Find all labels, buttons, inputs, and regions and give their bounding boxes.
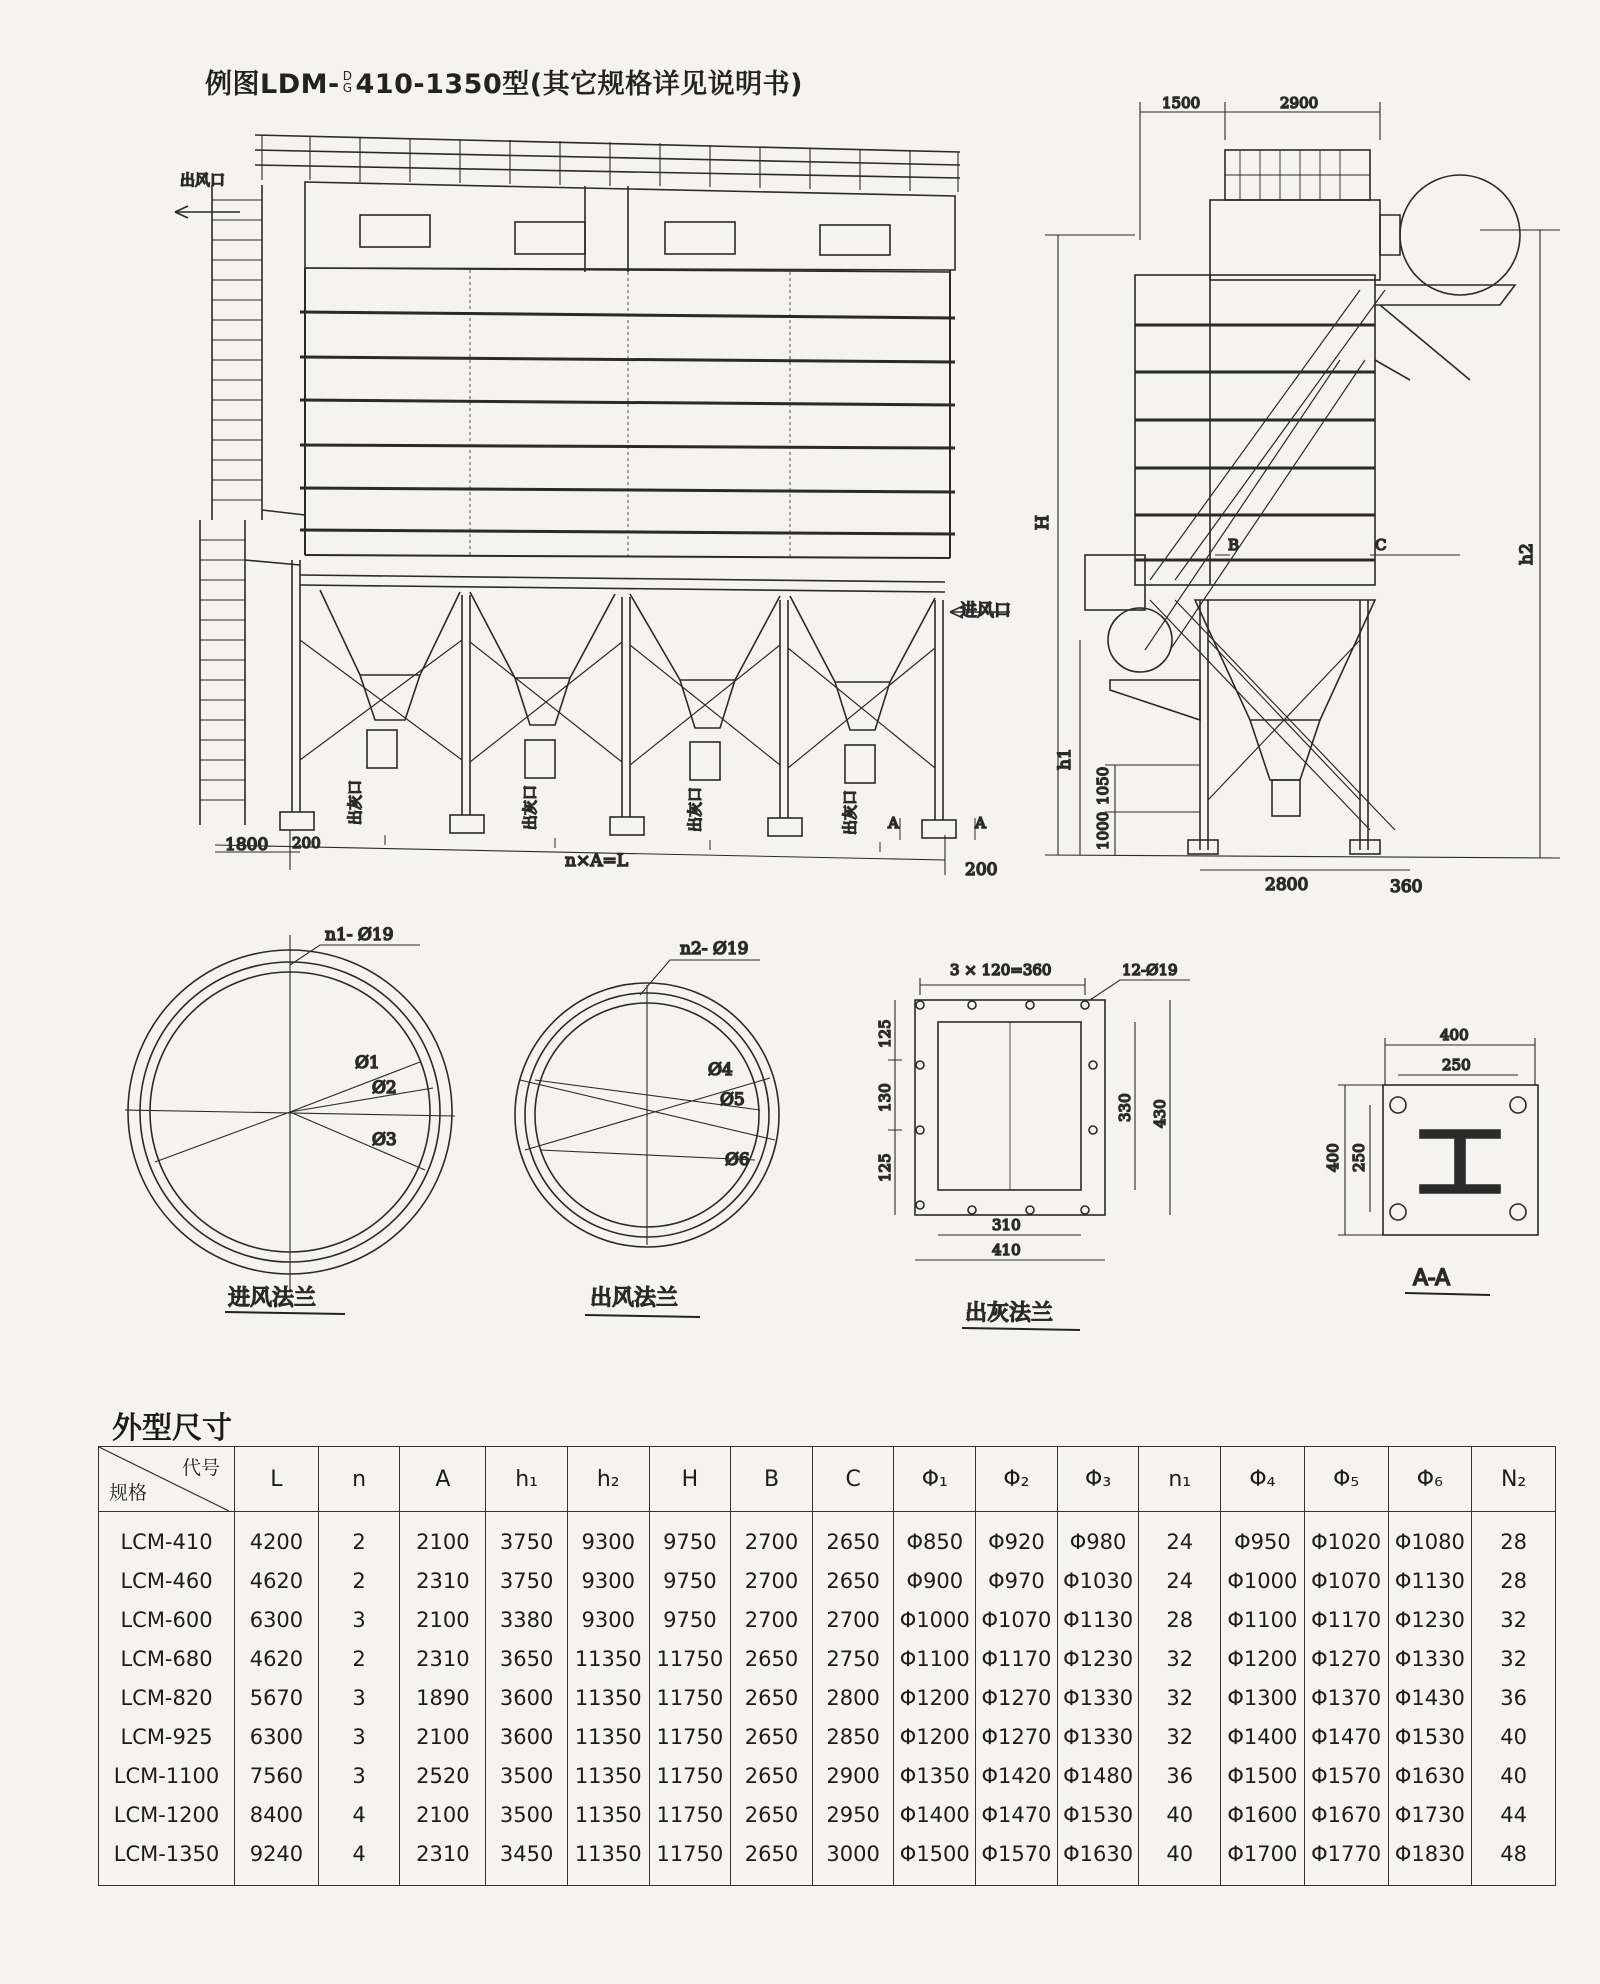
dimensions-table: [98, 1446, 1556, 1886]
header-spec: 规格: [109, 1482, 148, 1504]
table-cell: 11750: [649, 1834, 731, 1886]
table-cell: 9750: [649, 1600, 731, 1639]
table-cell: 4: [318, 1834, 400, 1886]
table-cell: 2650: [731, 1639, 813, 1678]
table-cell: 32: [1139, 1678, 1221, 1717]
table-cell: 3750: [486, 1561, 568, 1600]
table-cell: 2700: [731, 1600, 813, 1639]
table-cell: 2: [318, 1561, 400, 1600]
table-cell: 2650: [731, 1834, 813, 1886]
table-cell: Φ1270: [1304, 1639, 1388, 1678]
table-cell: 2650: [812, 1561, 894, 1600]
table-cell: 9300: [567, 1600, 649, 1639]
table-row: [99, 1512, 1556, 1562]
table-cell: Φ920: [976, 1512, 1058, 1562]
table-cell: Φ1270: [976, 1717, 1058, 1756]
side-dim-1500: 1500: [1162, 94, 1201, 112]
rotary-valve: [1272, 780, 1300, 816]
table-cell: Φ1270: [976, 1678, 1058, 1717]
table-row: [99, 1717, 1556, 1756]
table-cell: Φ1470: [976, 1795, 1058, 1834]
rotary-valve: [367, 730, 397, 768]
table-cell: Φ1330: [1057, 1717, 1139, 1756]
outlet-d6: Ø6: [725, 1150, 750, 1170]
table-body: [99, 1512, 1556, 1886]
table-cell: Φ1300: [1221, 1678, 1305, 1717]
table-cell: 3380: [486, 1600, 568, 1639]
ash-outlet-label-4: 出灰口: [841, 789, 859, 835]
table-cell: Φ970: [976, 1561, 1058, 1600]
table-cell: 3: [318, 1717, 400, 1756]
side-dim-360: 360: [1390, 877, 1423, 897]
ash-dim-310: 310: [992, 1216, 1021, 1234]
table-cell: Φ1000: [1221, 1561, 1305, 1600]
table-cell: Φ1630: [1057, 1834, 1139, 1886]
table-cell: 5670: [235, 1678, 319, 1717]
dim-left: 1800: [225, 835, 269, 855]
table-cell: 2520: [400, 1756, 486, 1795]
rotary-valve: [525, 740, 555, 778]
table-cell: 3600: [486, 1717, 568, 1756]
outlet-d4: Ø4: [708, 1060, 733, 1080]
inlet-label: 进风口: [960, 601, 1011, 621]
rotary-valve: [690, 742, 720, 780]
table-cell: Φ1500: [1221, 1756, 1305, 1795]
table-cell: Φ1200: [1221, 1639, 1305, 1678]
table-column-header: h₁: [486, 1447, 568, 1512]
table-cell: Φ1420: [976, 1756, 1058, 1795]
table-cell: 3500: [486, 1795, 568, 1834]
table-cell: 40: [1139, 1834, 1221, 1886]
table-cell: 2100: [400, 1512, 486, 1562]
table-cell: 2: [318, 1639, 400, 1678]
dimensions-table-wrap: [98, 1446, 1568, 1886]
table-cell: 3600: [486, 1678, 568, 1717]
spec-cell: LCM-820: [99, 1678, 235, 1717]
table-column-header: Φ₆: [1388, 1447, 1472, 1512]
dim-offset: 200: [292, 834, 321, 852]
table-corner-header: [99, 1447, 235, 1512]
table-cell: Φ1830: [1388, 1834, 1472, 1886]
table-cell: 9750: [649, 1512, 731, 1562]
table-cell: 2100: [400, 1600, 486, 1639]
dim-formula: n×A=L: [565, 851, 629, 871]
table-column-header: L: [235, 1447, 319, 1512]
table-cell: Φ1530: [1057, 1795, 1139, 1834]
inspection-door: [360, 215, 430, 247]
table-cell: 36: [1472, 1678, 1556, 1717]
table-cell: 2650: [812, 1512, 894, 1562]
outlet-flange-caption: 出风法兰: [590, 1286, 679, 1311]
table-cell: Φ950: [1221, 1512, 1305, 1562]
table-cell: 2310: [400, 1561, 486, 1600]
dimensions-heading: 外型尺寸: [112, 1411, 232, 1446]
table-cell: 28: [1472, 1512, 1556, 1562]
table-cell: Φ1670: [1304, 1795, 1388, 1834]
table-column-header: Φ₅: [1304, 1447, 1388, 1512]
spec-cell: LCM-460: [99, 1561, 235, 1600]
title-frac-top: D: [342, 68, 353, 83]
table-cell: 2750: [812, 1639, 894, 1678]
table-cell: Φ1020: [1304, 1512, 1388, 1562]
table-cell: 2650: [731, 1756, 813, 1795]
table-cell: 11750: [649, 1756, 731, 1795]
table-column-header: h₂: [567, 1447, 649, 1512]
table-cell: Φ1170: [1304, 1600, 1388, 1639]
table-cell: 2900: [812, 1756, 894, 1795]
table-cell: 7560: [235, 1756, 319, 1795]
table-cell: 2310: [400, 1834, 486, 1886]
table-cell: Φ1600: [1221, 1795, 1305, 1834]
inlet-d2: Ø2: [372, 1078, 397, 1098]
outlet-holes: n2- Ø19: [680, 939, 749, 959]
inlet-d1: Ø1: [355, 1053, 380, 1073]
table-cell: 11350: [567, 1795, 649, 1834]
table-cell: Φ1700: [1221, 1834, 1305, 1886]
spec-cell: LCM-410: [99, 1512, 235, 1562]
table-cell: 11750: [649, 1639, 731, 1678]
outlet-duct: [1400, 175, 1520, 295]
table-row: [99, 1600, 1556, 1639]
table-column-header: N₂: [1472, 1447, 1556, 1512]
table-cell: Φ1070: [1304, 1561, 1388, 1600]
section-mark-right: A: [975, 814, 986, 832]
aa-caption: A-A: [1413, 1266, 1451, 1291]
inspection-door: [515, 222, 585, 254]
ash-flange-caption: 出灰法兰: [965, 1301, 1054, 1326]
table-cell: Φ1330: [1057, 1678, 1139, 1717]
inspection-door: [665, 222, 735, 254]
side-dim-2900: 2900: [1280, 94, 1319, 112]
table-cell: 3: [318, 1600, 400, 1639]
table-cell: Φ1770: [1304, 1834, 1388, 1886]
table-cell: 2650: [731, 1717, 813, 1756]
front-view: [175, 135, 1010, 875]
table-cell: Φ1070: [976, 1600, 1058, 1639]
table-cell: 9300: [567, 1561, 649, 1600]
ash-dim-330: 330: [1116, 1093, 1134, 1122]
table-column-header: B: [731, 1447, 813, 1512]
section-aa: [1338, 1038, 1538, 1235]
ash-dim-430: 430: [1151, 1099, 1169, 1128]
table-cell: 2850: [812, 1717, 894, 1756]
table-cell: Φ1130: [1057, 1600, 1139, 1639]
side-label-h1: h1: [1055, 748, 1075, 770]
inlet-d3: Ø3: [372, 1130, 397, 1150]
table-cell: Φ1230: [1057, 1639, 1139, 1678]
ash-outlet-label-1: 出灰口: [346, 779, 364, 825]
table-cell: 11750: [649, 1717, 731, 1756]
table-cell: 9300: [567, 1512, 649, 1562]
table-cell: 48: [1472, 1834, 1556, 1886]
table-cell: Φ1000: [894, 1600, 976, 1639]
table-cell: 2100: [400, 1717, 486, 1756]
rotary-valve: [845, 745, 875, 783]
table-cell: Φ1630: [1388, 1756, 1472, 1795]
table-row: [99, 1561, 1556, 1600]
ash-dim-125-top: 125: [876, 1019, 894, 1048]
side-dim-1050: 1050: [1094, 766, 1112, 805]
spec-cell: LCM-925: [99, 1717, 235, 1756]
table-column-header: n: [318, 1447, 400, 1512]
title-frac-bottom: G: [342, 80, 353, 95]
table-cell: Φ1350: [894, 1756, 976, 1795]
table-cell: Φ1030: [1057, 1561, 1139, 1600]
table-cell: 2700: [812, 1600, 894, 1639]
table-cell: Φ1570: [1304, 1756, 1388, 1795]
header-code: 代号: [182, 1457, 221, 1479]
table-cell: Φ1100: [894, 1639, 976, 1678]
table-cell: 2700: [731, 1561, 813, 1600]
table-cell: 36: [1139, 1756, 1221, 1795]
table-cell: 8400: [235, 1795, 319, 1834]
table-cell: Φ1500: [894, 1834, 976, 1886]
aa-dim-250-side: 250: [1350, 1143, 1368, 1172]
table-cell: Φ900: [894, 1561, 976, 1600]
table-column-header: Φ₃: [1057, 1447, 1139, 1512]
table-cell: Φ1080: [1388, 1512, 1472, 1562]
table-row: [99, 1639, 1556, 1678]
table-cell: 1890: [400, 1678, 486, 1717]
spec-cell: LCM-600: [99, 1600, 235, 1639]
table-column-header: Φ₂: [976, 1447, 1058, 1512]
table-cell: Φ1170: [976, 1639, 1058, 1678]
table-row: [99, 1834, 1556, 1886]
table-cell: 11350: [567, 1717, 649, 1756]
table-cell: 32: [1139, 1639, 1221, 1678]
side-label-B: B: [1228, 536, 1240, 554]
side-view: [1045, 102, 1560, 870]
table-cell: 40: [1472, 1717, 1556, 1756]
table-cell: 28: [1139, 1600, 1221, 1639]
table-cell: 11750: [649, 1678, 731, 1717]
table-cell: Φ1730: [1388, 1795, 1472, 1834]
table-cell: 6300: [235, 1717, 319, 1756]
inlet-holes: n1- Ø19: [325, 925, 394, 945]
dim-right: 200: [965, 860, 998, 880]
table-cell: 4620: [235, 1561, 319, 1600]
table-cell: 3450: [486, 1834, 568, 1886]
table-column-header: n₁: [1139, 1447, 1221, 1512]
side-dim-1000: 1000: [1094, 811, 1112, 850]
table-column-header: A: [400, 1447, 486, 1512]
ash-outlet-label-2: 出灰口: [521, 784, 539, 830]
table-cell: 32: [1472, 1600, 1556, 1639]
title-suffix: 410-1350型(其它规格详见说明书): [355, 69, 803, 100]
table-cell: 4200: [235, 1512, 319, 1562]
table-cell: 2650: [731, 1678, 813, 1717]
table-cell: 40: [1139, 1795, 1221, 1834]
table-cell: 40: [1472, 1756, 1556, 1795]
table-cell: Φ1330: [1388, 1639, 1472, 1678]
spec-cell: LCM-680: [99, 1639, 235, 1678]
table-cell: 2800: [812, 1678, 894, 1717]
table-cell: Φ1400: [1221, 1717, 1305, 1756]
ash-flange: [888, 978, 1190, 1260]
table-cell: Φ1430: [1388, 1678, 1472, 1717]
table-cell: Φ1530: [1388, 1717, 1472, 1756]
ash-dim-125-bottom: 125: [876, 1153, 894, 1182]
outlet-label: 出风口: [180, 171, 226, 189]
table-row: [99, 1678, 1556, 1717]
table-cell: 2950: [812, 1795, 894, 1834]
aa-dim-400-top: 400: [1440, 1026, 1469, 1044]
side-label-C: C: [1375, 536, 1387, 554]
table-cell: 11350: [567, 1678, 649, 1717]
table-cell: 24: [1139, 1561, 1221, 1600]
table-cell: Φ1200: [894, 1678, 976, 1717]
table-cell: Φ1230: [1388, 1600, 1472, 1639]
table-cell: 2310: [400, 1639, 486, 1678]
table-cell: Φ850: [894, 1512, 976, 1562]
table-cell: 2700: [731, 1512, 813, 1562]
table-cell: Φ1400: [894, 1795, 976, 1834]
ash-top-dim: 3 × 120=360: [950, 961, 1052, 979]
table-row: [99, 1795, 1556, 1834]
ash-dim-410: 410: [992, 1241, 1021, 1259]
outlet-d5: Ø5: [720, 1090, 745, 1110]
aa-dim-400-side: 400: [1324, 1143, 1342, 1172]
table-cell: 4620: [235, 1639, 319, 1678]
ash-outlet-label-3: 出灰口: [686, 786, 704, 832]
table-cell: 3650: [486, 1639, 568, 1678]
table-cell: 11350: [567, 1756, 649, 1795]
table-header-row: [99, 1447, 1556, 1512]
table-column-header: Φ₄: [1221, 1447, 1305, 1512]
table-cell: Φ1100: [1221, 1600, 1305, 1639]
table-column-header: Φ₁: [894, 1447, 976, 1512]
table-column-header: C: [812, 1447, 894, 1512]
table-row: [99, 1756, 1556, 1795]
table-cell: 44: [1472, 1795, 1556, 1834]
table-cell: 3500: [486, 1756, 568, 1795]
table-cell: 9750: [649, 1561, 731, 1600]
table-cell: 4: [318, 1795, 400, 1834]
table-cell: 3: [318, 1756, 400, 1795]
table-cell: 32: [1139, 1717, 1221, 1756]
side-label-H: H: [1033, 515, 1053, 530]
inspection-door: [820, 225, 890, 255]
table-cell: Φ1130: [1388, 1561, 1472, 1600]
spec-cell: LCM-1200: [99, 1795, 235, 1834]
table-cell: Φ1570: [976, 1834, 1058, 1886]
table-cell: 9240: [235, 1834, 319, 1886]
side-dim-2800: 2800: [1265, 875, 1309, 895]
table-cell: Φ1470: [1304, 1717, 1388, 1756]
table-cell: Φ1200: [894, 1717, 976, 1756]
table-cell: 3750: [486, 1512, 568, 1562]
section-mark-left: A: [888, 814, 899, 832]
inlet-flange-caption: 进风法兰: [228, 1286, 317, 1311]
table-cell: 2100: [400, 1795, 486, 1834]
table-cell: 11350: [567, 1834, 649, 1886]
table-cell: Φ1480: [1057, 1756, 1139, 1795]
inlet-flange: [125, 935, 455, 1290]
table-cell: 2: [318, 1512, 400, 1562]
aa-dim-250-top: 250: [1442, 1056, 1471, 1074]
side-label-h2: h2: [1517, 543, 1537, 565]
table-column-header: H: [649, 1447, 731, 1512]
inlet-duct: [1108, 608, 1172, 672]
table-cell: 32: [1472, 1639, 1556, 1678]
table-cell: 2650: [731, 1795, 813, 1834]
table-cell: 11350: [567, 1639, 649, 1678]
table-cell: 11750: [649, 1795, 731, 1834]
table-cell: 24: [1139, 1512, 1221, 1562]
table-cell: 3000: [812, 1834, 894, 1886]
table-cell: Φ980: [1057, 1512, 1139, 1562]
table-cell: Φ1370: [1304, 1678, 1388, 1717]
spec-cell: LCM-1100: [99, 1756, 235, 1795]
ash-holes: 12-Ø19: [1122, 961, 1178, 979]
table-cell: 3: [318, 1678, 400, 1717]
ash-dim-130: 130: [876, 1083, 894, 1112]
spec-cell: LCM-1350: [99, 1834, 235, 1886]
table-cell: 28: [1472, 1561, 1556, 1600]
table-cell: 6300: [235, 1600, 319, 1639]
title-prefix: 例图LDM-: [205, 69, 340, 100]
